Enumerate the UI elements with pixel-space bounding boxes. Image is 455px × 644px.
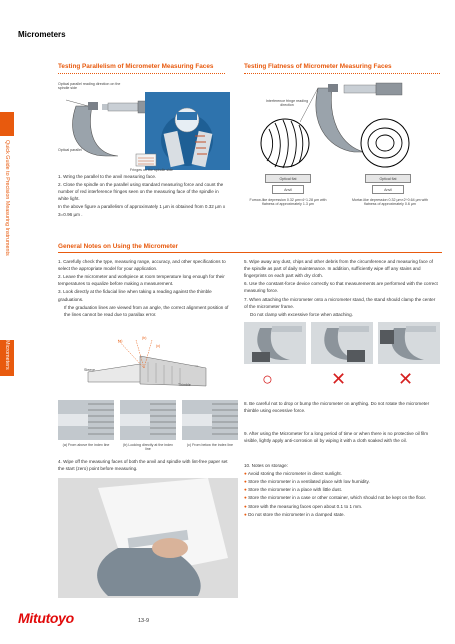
- page-header: Micrometers: [18, 30, 66, 39]
- general-title: General Notes on Using the Micrometer: [58, 243, 179, 250]
- side-section-label: Micrometers: [4, 340, 10, 370]
- general-note-7-detail: Do not clamp with excessive force when attaching.: [250, 311, 353, 317]
- thimble-view-c-art: [182, 400, 238, 440]
- fringe-direction-label: Interference fringe reading direction: [265, 99, 309, 108]
- general-note-4: 4. Wipe off the measuring faces of both the anvil and spindle with lint-free paper set the start (zero) point before measuring.: [58, 459, 228, 472]
- parallel-step-2: 2. Close the spindle on the parallel using standard measuring force and count the number of red interference fringes seen on the measuring face of the spindle in white light.: [58, 182, 224, 202]
- view-c-caption: (c) From below the index line: [186, 443, 234, 447]
- optical-flat-right-label: Optical flat: [365, 174, 411, 183]
- thimble-view-a-art: [58, 400, 114, 440]
- bullet-icon: ●: [244, 495, 249, 501]
- mortar-fringe-circle: [355, 115, 415, 171]
- flatness-title: Testing Flatness of Micrometer Measuring Faces: [244, 63, 392, 70]
- storage-notes: [244, 462, 440, 519]
- general-note-2: 2. Leave the micrometer and workpiece at room temperature long enough for their temperatures to equalize before making a measurement.: [58, 274, 225, 287]
- anvil-left-label: Anvil: [272, 185, 304, 194]
- storage-item-5: [244, 503, 440, 510]
- bullet-icon: ●: [244, 471, 248, 477]
- thimble-label: Thimble: [178, 383, 191, 387]
- storage-item-3-text: Store the micrometer in a place with little dust.: [248, 487, 343, 493]
- general-note-6: 6. Use the constant-force device correctly so that measurements are performed with the correct measuring force.: [244, 281, 438, 294]
- storage-item-2: [244, 478, 440, 485]
- thimble-view-b-art: [120, 400, 176, 440]
- storage-item-3: [244, 486, 440, 493]
- label-a: (a): [118, 339, 123, 343]
- view-b-photo: [120, 400, 176, 440]
- parallel-step-1: 1. Wring the parallel to the anvil measuring face.: [58, 174, 157, 179]
- general-note-8: 8. Be careful not to drop or bump the micrometer on anything. Do not rotate the micrometer thimble using excessive force.: [244, 401, 430, 414]
- parallel-step-3: In the above figure a parallelism of approximately 1 µm is obtained from 0.32 µm x 3=0.96 µm .: [58, 204, 226, 217]
- storage-item-1: [244, 470, 440, 477]
- mitutoyo-logo: Mitutoyo: [18, 610, 74, 626]
- view-a-photo: [58, 400, 114, 440]
- storage-item-2-text: Store the micrometer in a ventilated place with low humidity.: [248, 479, 370, 485]
- optical-flat-left-label: Optical flat: [265, 174, 311, 183]
- general-note-3-detail: If the graduation lines are viewed from an angle, the correct alignment position of the lines cannot be read due to parallax error.: [64, 304, 229, 317]
- stand-ng1-art: [311, 322, 373, 364]
- view-c-photo: [182, 400, 238, 440]
- storage-item-6-text: Do not store the micrometer in a clamped state.: [248, 511, 345, 517]
- parallel-title: Testing Parallelism of Micrometer Measuring Faces: [58, 63, 214, 70]
- general-note-9: 9. After using the Micrometer for a long period of time or when there is no protective oil film visible, lightly apply anti-corrosion oil by wiping it with a cloth soaked with the oil.: [244, 431, 429, 444]
- fringes-label: Fringes on the spindle side: [130, 168, 173, 172]
- mortar-caption: Mortar-like depression 0.32 µm×2÷0.64 µm with flatness of approximately 0.6 µm: [351, 198, 429, 207]
- ng-symbol-1: ✕: [331, 369, 347, 389]
- bullet-icon: ●: [244, 511, 249, 517]
- stand-photo-ok: [244, 322, 306, 364]
- general-title-rule: [58, 252, 442, 253]
- label-b: (b): [142, 336, 147, 340]
- bullet-icon: ●: [244, 487, 249, 493]
- stand-ng2-art: [378, 322, 440, 364]
- storage-item-4: [244, 494, 440, 501]
- storage-item-4-text: Store the micrometer in a case or other container, which should not be kept on the floor.: [248, 495, 427, 501]
- stand-photo-ng-2: [378, 322, 440, 364]
- bullet-icon: ●: [244, 479, 249, 485]
- stand-ok-art: [244, 322, 306, 364]
- general-left-notes: [58, 258, 233, 319]
- furrow-fringe-circle: [255, 115, 315, 171]
- parallax-diagram: [78, 338, 228, 388]
- general-note-5: 5. Wipe away any dust, chips and other debris from the circumference and measuring face of the spindle as part of daily maintenance. In addition, sufficiently wipe off any stains and fingerprints on each part with dry cloth.: [244, 259, 433, 279]
- side-page-number: 13: [1, 118, 8, 124]
- side-quick-guide-label: Quick Guide to Precision Measuring Instruments: [4, 140, 10, 256]
- general-note-1: 1. Carefully check the type, measuring range, accuracy, and other specifications to select the appropriate model for your application.: [58, 259, 226, 272]
- view-b-caption: (b) Looking directly at the index line: [123, 443, 173, 452]
- stand-photo-ng-1: [311, 322, 373, 364]
- parallel-reading-label: Optical parallel reading direction on the spindle side: [58, 82, 121, 91]
- view-a-caption: (a) From above the index line: [62, 443, 110, 447]
- storage-item-6: [244, 511, 440, 518]
- side-tab-marker: [0, 112, 14, 136]
- parallel-title-rule: [58, 73, 225, 74]
- flatness-title-rule: [244, 73, 440, 74]
- storage-item-5-text: Store with the measuring faces open about 0.1 to 1 mm.: [248, 503, 363, 509]
- general-note-3: 3. Look directly at the fiducial line when taking a reading against the thimble graduations.: [58, 289, 212, 302]
- storage-title: 10. Notes on storage:: [244, 463, 288, 468]
- ok-symbol: ○: [262, 369, 273, 389]
- parallel-steps: [58, 173, 226, 219]
- general-note-7: 7. When attaching the micrometer onto a micrometer stand, the stand should clamp the center of the micrometer frame.: [244, 296, 436, 309]
- wiping-photo: [58, 478, 238, 598]
- storage-item-1-text: Avoid storing the micrometer in direct sunlight.: [247, 471, 342, 477]
- page-number: 13-9: [138, 618, 150, 624]
- furrow-caption: Furrow-like depression 0.32 µm×4÷1.28 µm with flatness of approximately 1.3 µm: [249, 198, 327, 207]
- ng-symbol-2: ✕: [398, 369, 414, 389]
- wiping-photo-art: [58, 478, 238, 598]
- anvil-right-label: Anvil: [372, 185, 404, 194]
- label-c: (c): [156, 344, 161, 348]
- sleeve-label: Sleeve: [84, 368, 95, 372]
- general-right-notes: [244, 258, 440, 319]
- bullet-icon: ●: [244, 503, 249, 509]
- optical-parallel-label: Optical parallel: [58, 148, 82, 152]
